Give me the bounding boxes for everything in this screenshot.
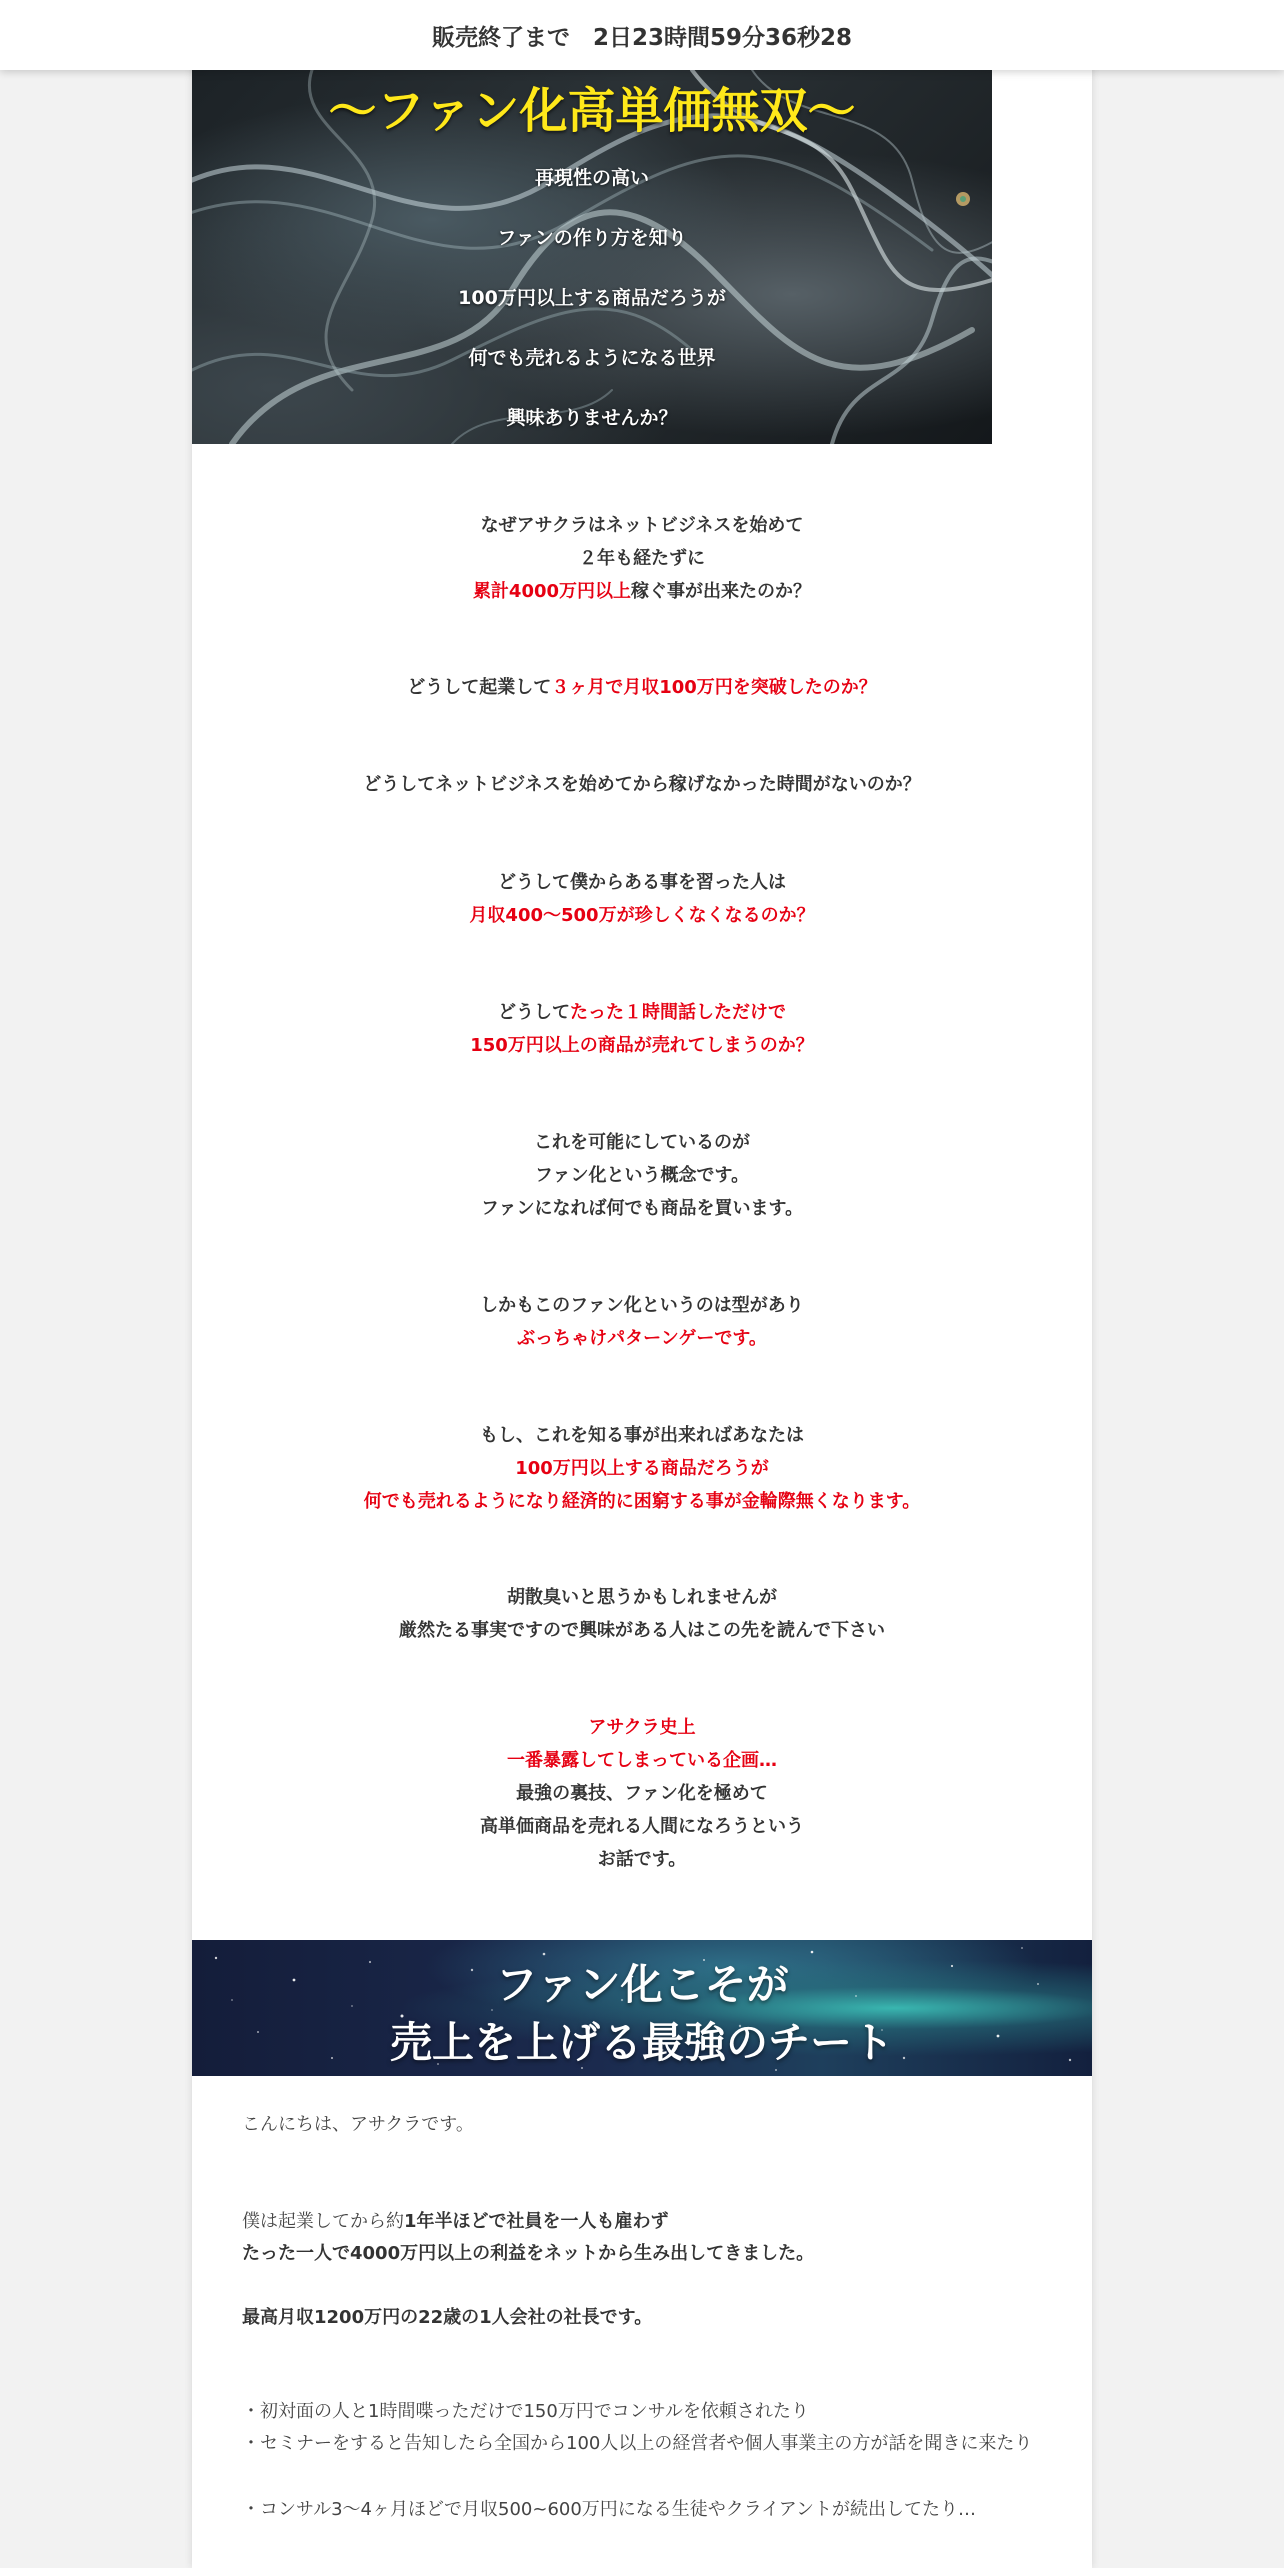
list-item: ・セミナーをすると告知したら全国から100人以上の経営者や個人事業主の方が話を聞きに来たり [242, 2433, 1033, 2454]
hero-line-5: 興味ありませんか？ [506, 407, 678, 429]
countdown-bar [0, 0, 1284, 70]
copy-text [192, 996, 1092, 1029]
copy-text: 胡散臭いと思うかもしれませんが [507, 1587, 777, 1608]
sales-page-container [192, 0, 1092, 2568]
copy-text: どうして僕からある事を習った人は [498, 872, 786, 893]
copy-text: 最強の裏技、ファン化を極めて [516, 1783, 768, 1804]
copy-block-8 [192, 1419, 1092, 1518]
red-highlight: 何でも売れるようになり経済的に困窮する事が金輪際無くなります。 [363, 1491, 921, 1512]
copy-text: 稼ぐ事が出来たのか？ [631, 581, 812, 602]
achievement-list-item-3: ・コンサル3〜4ヶ月ほどで月収500~600万円になる生徒やクライアントが続出してたり… [242, 2499, 976, 2520]
achievement-list [242, 2396, 1062, 2460]
copy-block-1 [192, 509, 1092, 608]
copy-text: どうしてネットビジネスを始めてから稼げなかった時間がないのか？ [363, 774, 921, 795]
section-heading-banner [192, 1940, 1092, 2076]
hero-line-3: 100万円以上する商品だろうが [458, 287, 726, 309]
copy-text: これを可能にしているのが [534, 1132, 750, 1153]
copy-text: ファンになれば何でも商品を買います。 [480, 1198, 804, 1219]
body-text: 僕は起業してから約 [242, 2211, 404, 2232]
copy-text: なぜアサクラはネットビジネスを始めて [480, 515, 804, 536]
copy-block-9 [192, 1581, 1092, 1647]
hero-line-2: ファンの作り方を知り [497, 227, 687, 249]
red-highlight: 100万円以上する商品だろうが [515, 1458, 769, 1479]
copy-text: どうして [498, 1002, 570, 1023]
body-text-line [242, 2206, 1062, 2238]
copy-text: もし、これを知る事が出来ればあなたは [480, 1425, 804, 1446]
countdown-timer: 販売終了まで 2日23時間59分36秒28 [431, 24, 853, 51]
banner-heading-line-1: ファン化こそが [495, 1960, 789, 2009]
red-highlight: アサクラ史上 [588, 1717, 696, 1738]
list-item: ・初対面の人と1時間喋っただけで150万円でコンサルを依頼されたり [242, 2401, 809, 2422]
copy-block-5 [192, 996, 1092, 1062]
hero-title: 〜ファン化高単価無双〜 [328, 83, 856, 139]
copy-text: 厳然たる事実ですので興味がある人はこの先を読んで下さい [399, 1620, 885, 1641]
copy-text: しかもこのファン化というのは型があり [480, 1295, 804, 1316]
bold-text: 1年半ほどで社員を一人も雇わず [404, 2211, 669, 2232]
copy-text: 高単価商品を売れる人間になろうという [480, 1816, 804, 1837]
hero-line-4: 何でも売れるようになる世界 [468, 347, 716, 369]
red-highlight: 月収400〜500万が珍しくなくなるのか？ [469, 905, 815, 926]
red-highlight: 累計4000万円以上 [472, 581, 632, 602]
bold-text: 最高月収1200万円の22歳の1人会社の社長です。 [242, 2307, 653, 2328]
copy-block-10 [192, 1711, 1092, 1876]
copy-block-7 [192, 1289, 1092, 1355]
red-highlight: 一番暴露してしまっている企画… [507, 1750, 777, 1771]
red-highlight: ぶっちゃけパターンゲーです。 [517, 1328, 767, 1349]
copy-block-3 [192, 768, 1092, 801]
copy-block-4 [192, 866, 1092, 932]
hero-image-section [192, 70, 992, 444]
red-highlight: 150万円以上の商品が売れてしまうのか？ [470, 1035, 814, 1056]
intro-paragraph-1 [242, 2206, 1062, 2270]
copy-text: どうして起業して [407, 677, 552, 698]
copy-block-2 [192, 671, 1092, 704]
copy-text: お話です。 [597, 1849, 687, 1870]
red-highlight: ３ヶ月で月収100万円を突破したのか？ [551, 677, 877, 698]
copy-text [192, 671, 1092, 704]
copy-text [192, 575, 1092, 608]
copy-block-6 [192, 1126, 1092, 1225]
intro-greeting: こんにちは、アサクラです。 [242, 2114, 474, 2135]
red-highlight: たった１時間話しただけで [570, 1002, 786, 1023]
banner-heading-line-2: 売上を上げる最強のチート [389, 2018, 894, 2067]
intro-paragraph-2 [242, 2302, 1062, 2334]
copy-text: ２年も経たずに [579, 548, 705, 569]
body-text-line [242, 2238, 1062, 2270]
bold-text: たった一人で4000万円以上の利益をネットから生み出してきました。 [242, 2243, 815, 2264]
hero-line-1: 再現性の高い [534, 167, 649, 189]
copy-text: ファン化という概念です。 [534, 1165, 750, 1186]
